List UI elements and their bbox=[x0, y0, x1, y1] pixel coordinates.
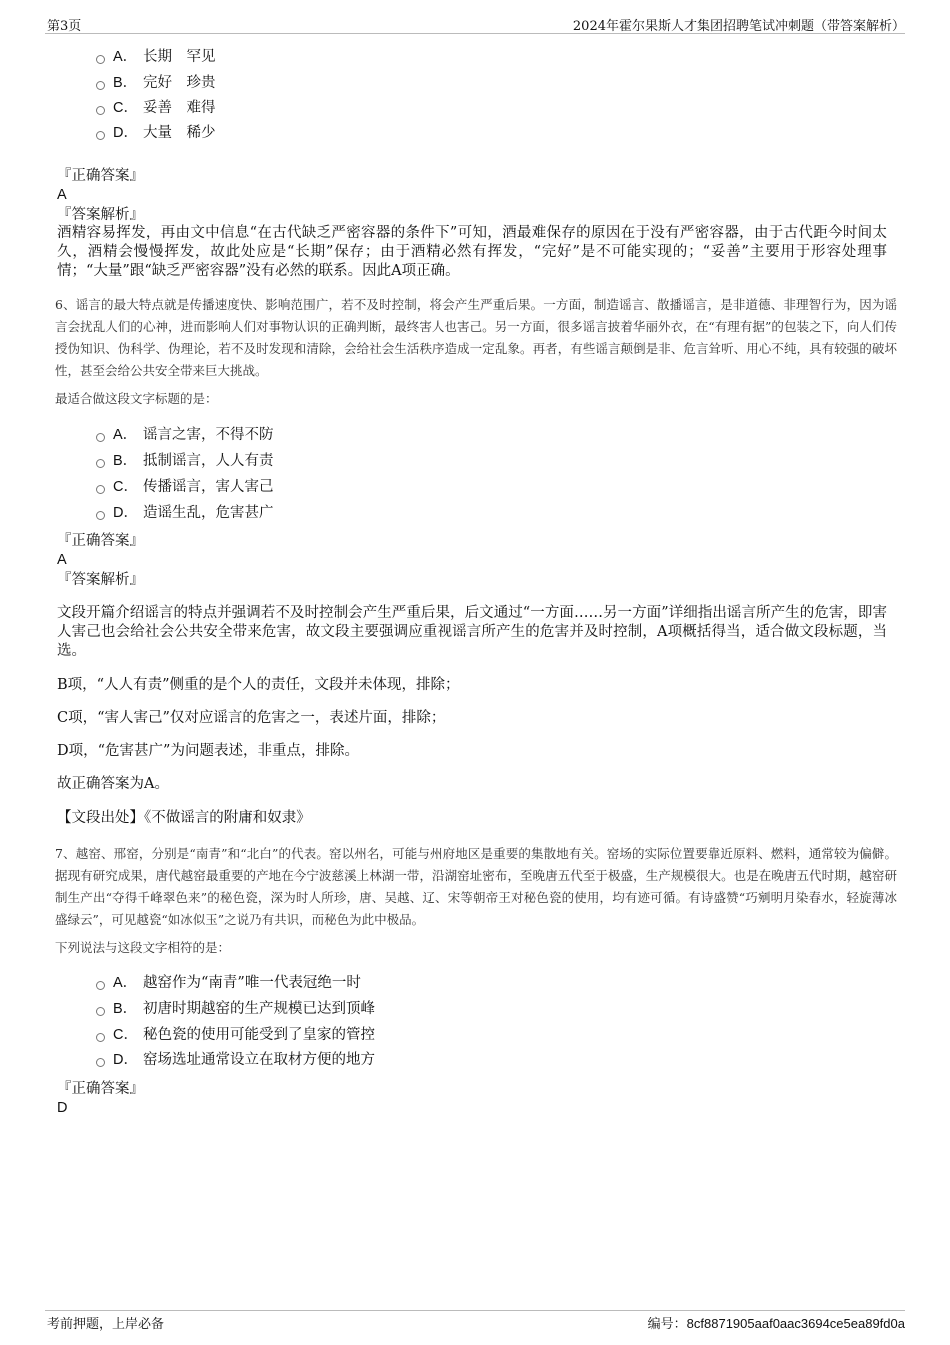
q6-question: 最适合做这段文字标题的是： bbox=[55, 391, 218, 406]
radio-icon[interactable] bbox=[96, 485, 105, 494]
q5-option-c[interactable]: C． 妥善 难得 bbox=[96, 98, 216, 118]
radio-icon[interactable] bbox=[96, 1007, 105, 1016]
footer-divider bbox=[45, 1310, 905, 1311]
q7-question: 下列说法与这段文字相符的是： bbox=[55, 940, 231, 955]
q7-option-a[interactable]: A． 越窑作为“南青”唯一代表冠绝一时 bbox=[96, 973, 361, 993]
q5-answer: A bbox=[57, 187, 67, 203]
radio-icon[interactable] bbox=[96, 106, 105, 115]
q6-option-a[interactable]: A． 谣言之害，不得不防 bbox=[96, 425, 274, 445]
page-number: 第3页 bbox=[47, 19, 82, 34]
radio-icon[interactable] bbox=[96, 81, 105, 90]
q7-option-d[interactable]: D． 窑场选址通常设立在取材方便的地方 bbox=[96, 1050, 375, 1070]
q6-analysis-conclusion: 故正确答案为A。 bbox=[57, 776, 169, 792]
document-code: 编号：8cf8871905aaf0aac3694ce5ea89fd0a bbox=[647, 1316, 905, 1332]
q5-option-d[interactable]: D． 大量 稀少 bbox=[96, 123, 216, 143]
q5-answer-label: 『正确答案』 bbox=[57, 168, 144, 184]
radio-icon[interactable] bbox=[96, 1058, 105, 1067]
radio-icon[interactable] bbox=[96, 511, 105, 520]
q6-answer: A bbox=[57, 552, 67, 568]
q7-option-b[interactable]: B． 初唐时期越窑的生产规模已达到顶峰 bbox=[96, 999, 375, 1019]
header-divider bbox=[45, 33, 905, 34]
q6-option-b[interactable]: B． 抵制谣言，人人有责 bbox=[96, 451, 274, 471]
radio-icon[interactable] bbox=[96, 981, 105, 990]
q7-answer: D bbox=[57, 1100, 68, 1116]
radio-icon[interactable] bbox=[96, 459, 105, 468]
q6-passage: 6、谣言的最大特点就是传播速度快、影响范围广，若不及时控制，将会产生严重后果。一方面，制造谣言、散播谣言，是非道德、非理智行为，因为谣言会扰乱人们的心神，进而影响人们对事物认识的正确判断，最终害人也害己。另一方面，很多谣言披着华丽外衣，在“有理有据”的包装之下，向人们传授伪知识、伪科学、伪理论，若不及时发现和清除，会给社会生活秩序造成一定乱象。再者，有些谣言颠倒是非、危言耸听、用心不纯，具有较强的破坏性，甚至会给公共安全带来巨大挑战。 bbox=[55, 297, 897, 378]
q6-answer-label: 『正确答案』 bbox=[57, 533, 144, 549]
q6-analysis-label: 『答案解析』 bbox=[57, 572, 144, 588]
q6-option-d[interactable]: D． 造谣生乱，危害甚广 bbox=[96, 503, 274, 523]
q6-option-c[interactable]: C． 传播谣言，害人害己 bbox=[96, 477, 274, 497]
q6-analysis-d: D项，“危害甚广”为问题表述，非重点，排除。 bbox=[57, 743, 359, 759]
q5-option-b[interactable]: B． 完好 珍贵 bbox=[96, 73, 216, 93]
radio-icon[interactable] bbox=[96, 131, 105, 140]
footer-slogan: 考前押题，上岸必备 bbox=[47, 1317, 165, 1332]
q6-analysis-c: C项，“害人害己”仅对应谣言的危害之一，表述片面，排除； bbox=[57, 710, 446, 726]
q6-analysis-main: 文段开篇介绍谣言的特点并强调若不及时控制会产生严重后果，后文通过“一方面……另一方面”详细指出谣言所产生的危害，即害人害己也会给社会公共安全带来危害，故文段主要强调应重视谣言所产生的危害并及时控制，A项概括得当，适合做文段标题，当选。 bbox=[57, 605, 887, 659]
q6-source: 【文段出处】《不做谣言的附庸和奴隶》 bbox=[57, 810, 311, 826]
q5-option-a[interactable]: A． 长期 罕见 bbox=[96, 47, 216, 67]
document-title: 2024年霍尔果斯人才集团招聘笔试冲刺题（带答案解析） bbox=[572, 19, 905, 34]
q5-analysis-label: 『答案解析』 bbox=[57, 207, 144, 223]
radio-icon[interactable] bbox=[96, 55, 105, 64]
q7-passage: 7、越窑、邢窑，分别是“南青”和“北白”的代表。窑以州名，可能与州府地区是重要的集散地有关。窑场的实际位置要靠近原料、燃料，通常较为偏僻。据现有研究成果，唐代越窑最重要的产地在今宁波慈溪上林湖一带，沿湖窑址密布，至晚唐五代至于极盛，生产规模很大。也是在晚唐五代时期，越窑研制生产出“夺得千峰翠色来”的秘色瓷，深为时人所珍，唐、吴越、辽、宋等朝帝王对秘色瓷的使用，均有迹可循。有诗盛赞“巧剜明月染春水，轻旋薄冰盛绿云”，可见越瓷“如冰似玉”之说乃有共识，而秘色为此中极品。 bbox=[55, 846, 897, 927]
q5-analysis: 酒精容易挥发，再由文中信息“在古代缺乏严密容器的条件下”可知，酒最难保存的原因在于没有严密容器，由于古代距今时间太久，酒精会慢慢挥发，故此处应是“长期”保存；由于酒精必然有挥发，“完好”是不可能实现的；“妥善”主要用于形容处理事情；“大量”跟“缺乏严密容器”没有必然的联系。因此A项正确。 bbox=[57, 225, 887, 279]
radio-icon[interactable] bbox=[96, 1033, 105, 1042]
q7-option-c[interactable]: C． 秘色瓷的使用可能受到了皇家的管控 bbox=[96, 1025, 375, 1045]
radio-icon[interactable] bbox=[96, 433, 105, 442]
q6-analysis-b: B项，“人人有责”侧重的是个人的责任，文段并未体现，排除； bbox=[57, 677, 460, 693]
q7-answer-label: 『正确答案』 bbox=[57, 1081, 144, 1097]
